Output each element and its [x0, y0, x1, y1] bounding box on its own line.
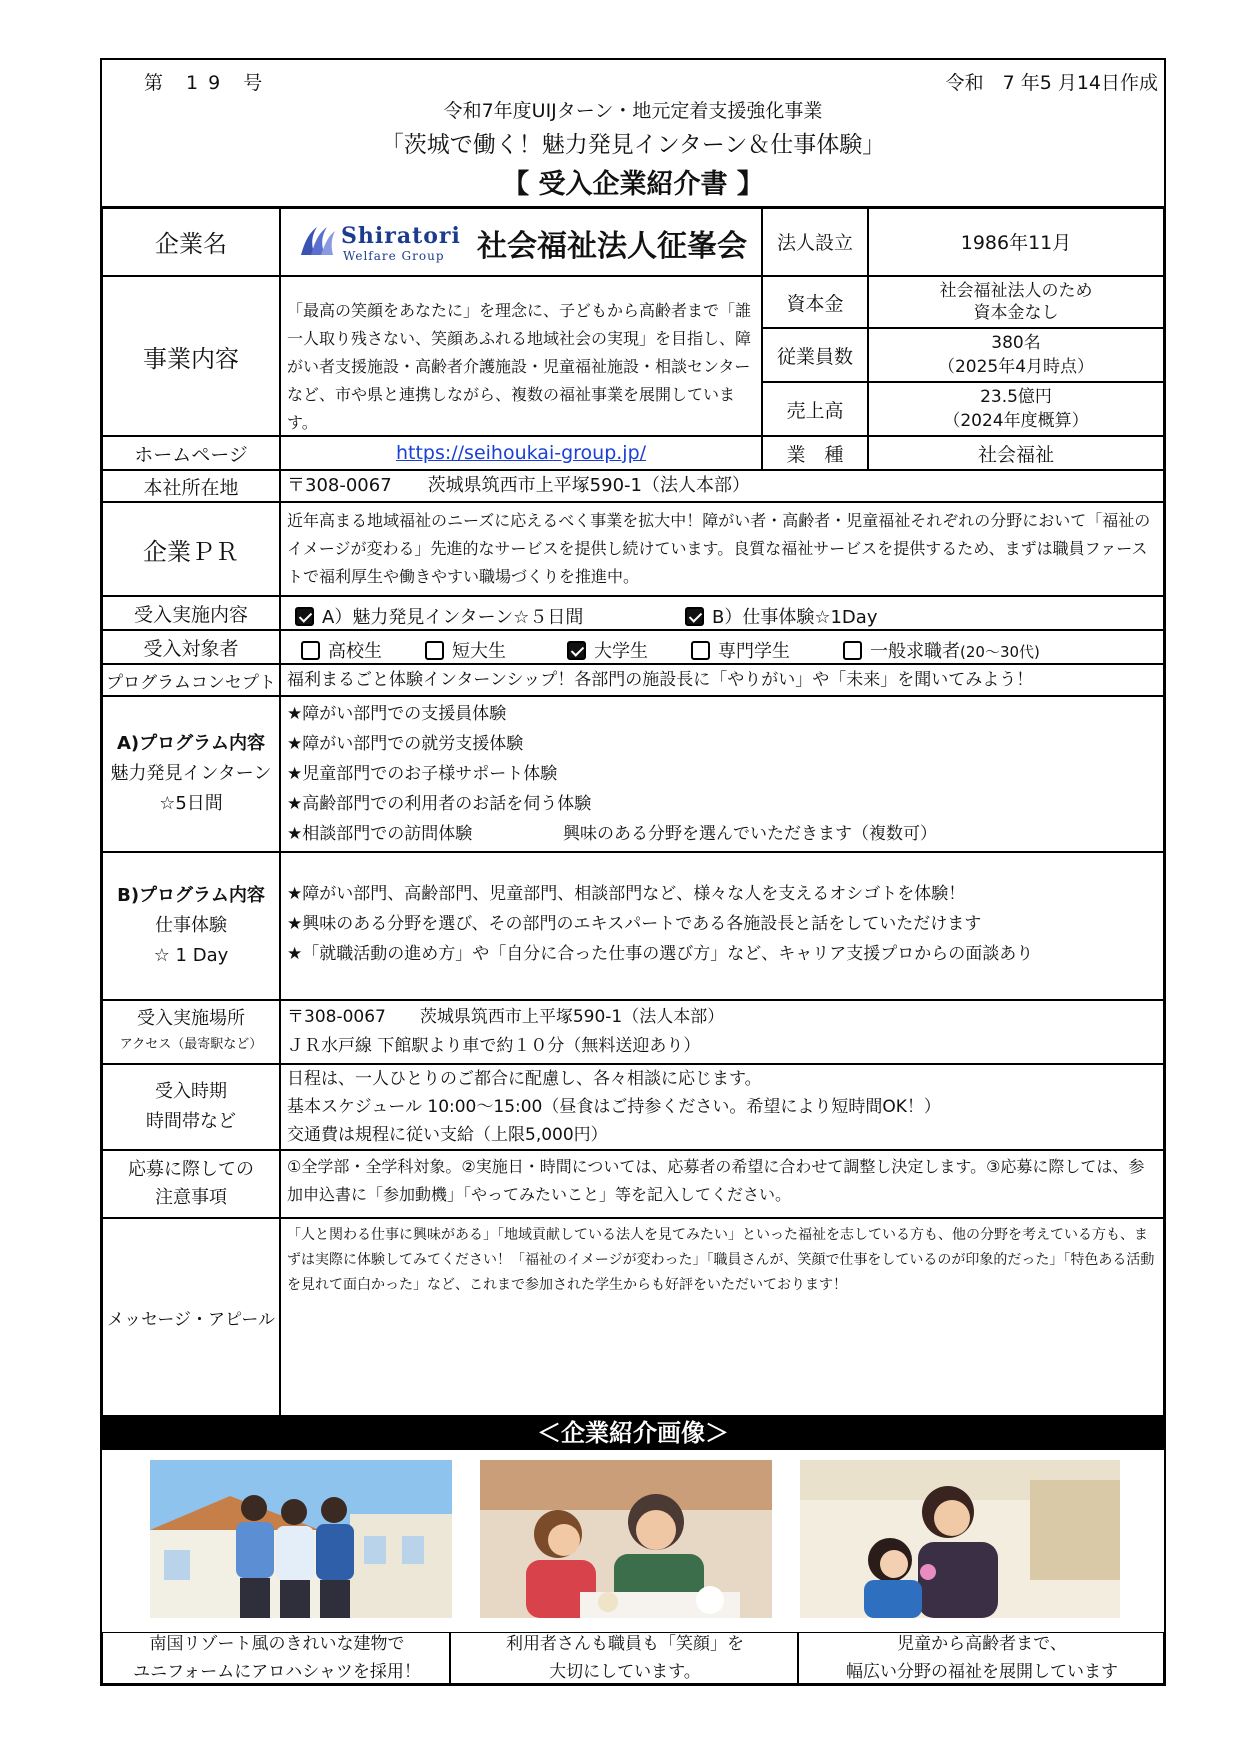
- program-title: 「茨城で働く！魅力発見インターン＆仕事体験」: [380, 132, 886, 158]
- program-b-label: [102, 852, 280, 1000]
- caption-3-line1: 児童から高齢者まで、: [897, 1634, 1067, 1654]
- program-a-item: ★相談部門での訪問体験: [287, 824, 473, 844]
- homepage-link[interactable]: https://seihoukai-group.jp/: [395, 442, 647, 464]
- photo-building-staff: [150, 1460, 452, 1618]
- photo-smiling-elderly: [480, 1460, 772, 1618]
- place-label: [102, 1000, 280, 1064]
- option-internship[interactable]: [295, 603, 583, 629]
- checkbox-icon[interactable]: [301, 641, 320, 660]
- target-university[interactable]: [567, 637, 648, 663]
- caption-3: [799, 1630, 1165, 1686]
- target-label: 受入対象者: [102, 630, 280, 664]
- option-work-experience-label: B）仕事体験☆1Day: [712, 607, 878, 628]
- program-a-list: [280, 696, 1164, 852]
- pr-text: 近年高まる地域福祉のニーズに応えるべく事業を拡大中！障がい者・高齢者・児童福祉それぞれの分野において「福祉のイメージが変わる」先進的なサービスを提供し続けています。良質な福祉サービスを提供するため、まずは職員ファーストで福利厚生や働きやすい職場づくりを推進中。: [280, 502, 1164, 596]
- issue-number: 第 1 9 号: [144, 72, 265, 94]
- target-university-label: 大学生: [594, 641, 648, 662]
- homepage-label: ホームページ: [102, 436, 280, 470]
- introduction-sheet: [100, 58, 1166, 1686]
- program-b-list: [280, 852, 1164, 1000]
- sales-label: 売上高: [762, 382, 868, 436]
- program-b-duration: ☆ 1 Day: [153, 945, 229, 966]
- capital-label: 資本金: [762, 276, 868, 328]
- staff-child-illustration: [800, 1460, 1120, 1618]
- employees-date: （2025年4月時点）: [937, 357, 1095, 377]
- photo-staff-child: [800, 1460, 1120, 1618]
- sales-period: （2024年度概算）: [943, 411, 1089, 431]
- logo-text-main: Shiratori: [341, 223, 461, 249]
- period-basic-schedule: 基本スケジュール 10:00～15:00（昼食はご持参ください。希望により短時間OK！）: [287, 1097, 941, 1117]
- target-highschool[interactable]: [301, 637, 382, 663]
- program-b-item: ★「就職活動の進め方」や「自分に合った仕事の選び方」など、キャリア支援プロからの面談あり: [287, 944, 1034, 964]
- caption-1: [103, 1630, 451, 1686]
- period-value: [280, 1064, 1164, 1150]
- caption-2: [451, 1630, 799, 1686]
- notes-label: [102, 1150, 280, 1218]
- option-internship-label: A）魅力発見インターン☆５日間: [322, 607, 584, 628]
- option-work-experience[interactable]: [685, 603, 877, 629]
- checkbox-icon[interactable]: [843, 641, 862, 660]
- program-b-title: B)プログラム内容: [117, 885, 265, 906]
- homepage-cell: [280, 436, 762, 470]
- industry-value: 社会福祉: [868, 436, 1164, 470]
- notes-title: 応募に際しての: [128, 1159, 254, 1180]
- period-transport: 交通費は規程に従い支給（上限5,000円）: [287, 1125, 608, 1145]
- project-name: 令和7年度UIJターン・地元定着支援強化事業: [443, 100, 823, 122]
- sheet-header: [102, 60, 1164, 209]
- target-vocational-label: 専門学生: [718, 641, 790, 662]
- swan-logo-icon: [297, 223, 337, 259]
- program-b-subtitle: 仕事体験: [155, 915, 227, 936]
- target-job-seeker-note: (20～30代): [960, 643, 1040, 661]
- caption-cell-3: [798, 1632, 1164, 1684]
- business-text: 「最高の笑顔をあなたに」を理念に、子どもから高齢者まで「誰一人取り残さない、笑顔あふれる地域社会の実現」を目指し、障がい者支援施設・高齢者介護施設・児童福祉施設・相談センターなど、市や県と連携しながら、複数の福祉事業を展開しています。: [280, 276, 762, 436]
- program-b-item: ★障がい部門、高齢部門、児童部門、相談部門など、様々な人を支えるオシゴトを体験！: [287, 884, 966, 904]
- caption-cell-1: [102, 1632, 450, 1684]
- implementation-label: 受入実施内容: [102, 596, 280, 630]
- document-title: 【 受入企業紹介書 】: [502, 169, 764, 200]
- program-b-item: ★興味のある分野を選び、その部門のエキスパートである各施設長と話をしていただけます: [287, 914, 982, 934]
- target-junior-college[interactable]: [425, 637, 506, 663]
- program-a-subtitle: 魅力発見インターン: [110, 763, 272, 784]
- program-a-item: ★障がい部門での支援員体験: [287, 704, 507, 724]
- place-access: ＪＲ水戸線 下館駅より車で約１０分（無料送迎あり）: [287, 1036, 701, 1056]
- capital-value: [868, 276, 1164, 328]
- caption-1-line2: ユニフォームにアロハシャツを採用！: [133, 1662, 421, 1682]
- company-logo: [293, 217, 461, 269]
- program-a-last-row: [287, 819, 1157, 849]
- sales-value: [868, 382, 1164, 436]
- caption-3-line2: 幅広い分野の福祉を展開しています: [846, 1662, 1118, 1682]
- implementation-options: [280, 596, 1164, 630]
- company-name: 社会福祉法人征峯会: [477, 229, 747, 264]
- caption-1-line1: 南国リゾート風のきれいな建物で: [149, 1634, 405, 1654]
- program-a-duration: ☆5日間: [159, 793, 223, 814]
- caption-2-line1: 利用者さんも職員も「笑顔」を: [506, 1634, 744, 1654]
- period-title: 受入時期: [155, 1081, 227, 1102]
- checkbox-icon[interactable]: [567, 641, 586, 660]
- target-vocational[interactable]: [691, 637, 790, 663]
- employees-label: 従業員数: [762, 328, 868, 382]
- access-title: アクセス（最寄駅など）: [119, 1037, 263, 1052]
- place-address: 〒308-0067 茨城県筑西市上平塚590-1（法人本部）: [287, 1007, 725, 1027]
- checkbox-icon[interactable]: [691, 641, 710, 660]
- established-label: 法人設立: [762, 206, 868, 276]
- notes-subtitle: 注意事項: [155, 1187, 227, 1208]
- address-value: 〒308-0067 茨城県筑西市上平塚590-1（法人本部）: [280, 470, 1164, 502]
- message-text: 「人と関わる仕事に興味がある」「地域貢献している法人を見てみたい」といった福祉を志している方も、他の分野を考えている方も、まずは実際に体験してみてください！「福祉のイメージが変わった」「職員さんが、笑顔で仕事をしているのが印象的だった」「特色ある活動を見れて面白かった」など、これまで参加された学生からも好評をいただいております！: [280, 1218, 1164, 1416]
- company-label: 企業名: [102, 206, 280, 276]
- program-a-title: A)プログラム内容: [117, 733, 265, 754]
- employees-value: [868, 328, 1164, 382]
- target-junior-college-label: 短大生: [452, 641, 506, 662]
- target-options: [280, 630, 1164, 664]
- capital-value-line2: 資本金なし: [973, 303, 1059, 323]
- target-highschool-label: 高校生: [328, 641, 382, 662]
- checkbox-icon[interactable]: [685, 607, 704, 626]
- capital-value-line1: 社会福祉法人のため: [939, 281, 1093, 301]
- place-title: 受入実施場所: [137, 1008, 245, 1029]
- sales-amount: 23.5億円: [980, 387, 1052, 407]
- place-value: [280, 1000, 1164, 1064]
- caption-2-line2: 大切にしています。: [549, 1662, 701, 1682]
- program-a-note: 興味のある分野を選んでいただきます（複数可）: [563, 824, 937, 844]
- checkbox-icon[interactable]: [425, 641, 444, 660]
- industry-label: 業 種: [762, 436, 868, 470]
- period-subtitle: 時間帯など: [146, 1111, 236, 1132]
- target-job-seeker[interactable]: [843, 637, 1040, 663]
- program-a-item: ★障がい部門での就労支援体験: [287, 734, 524, 754]
- program-a-item: ★児童部門でのお子様サポート体験: [287, 764, 558, 784]
- company-name-cell: [280, 206, 762, 276]
- concept-label: プログラムコンセプト: [102, 664, 280, 696]
- employees-count: 380名: [991, 333, 1041, 353]
- program-a-label: [102, 696, 280, 852]
- images-title: ＜企業紹介画像＞: [102, 1416, 1164, 1450]
- smiling-elderly-illustration: [480, 1460, 772, 1618]
- concept-text: 福利まるごと体験インターンシップ！各部門の施設長に「やりがい」や「未来」を聞いてみよう！: [280, 664, 1164, 696]
- created-date: 令和 7 年5 月14日作成: [945, 72, 1158, 94]
- established-value: 1986年11月: [868, 206, 1164, 276]
- checkbox-icon[interactable]: [295, 607, 314, 626]
- target-job-seeker-label: 一般求職者: [870, 641, 960, 662]
- address-label: 本社所在地: [102, 470, 280, 502]
- period-schedule-note: 日程は、一人ひとりのご都合に配慮し、各々相談に応じます。: [287, 1069, 762, 1089]
- pr-label: 企業ＰＲ: [102, 502, 280, 596]
- business-label: 事業内容: [102, 276, 280, 436]
- program-a-item: ★高齢部門での利用者のお話を伺う体験: [287, 794, 592, 814]
- logo-text-sub: Welfare Group: [343, 249, 445, 263]
- message-label: メッセージ・アピール: [102, 1218, 280, 1416]
- notes-text: ①全学部・全学科対象。②実施日・時間については、応募者の希望に合わせて調整し決定します。③応募に際しては、参加申込書に「参加動機」「やってみたいこと」等を記入してください。: [280, 1150, 1164, 1218]
- building-staff-illustration: [150, 1460, 452, 1618]
- caption-cell-2: [450, 1632, 798, 1684]
- period-label: [102, 1064, 280, 1150]
